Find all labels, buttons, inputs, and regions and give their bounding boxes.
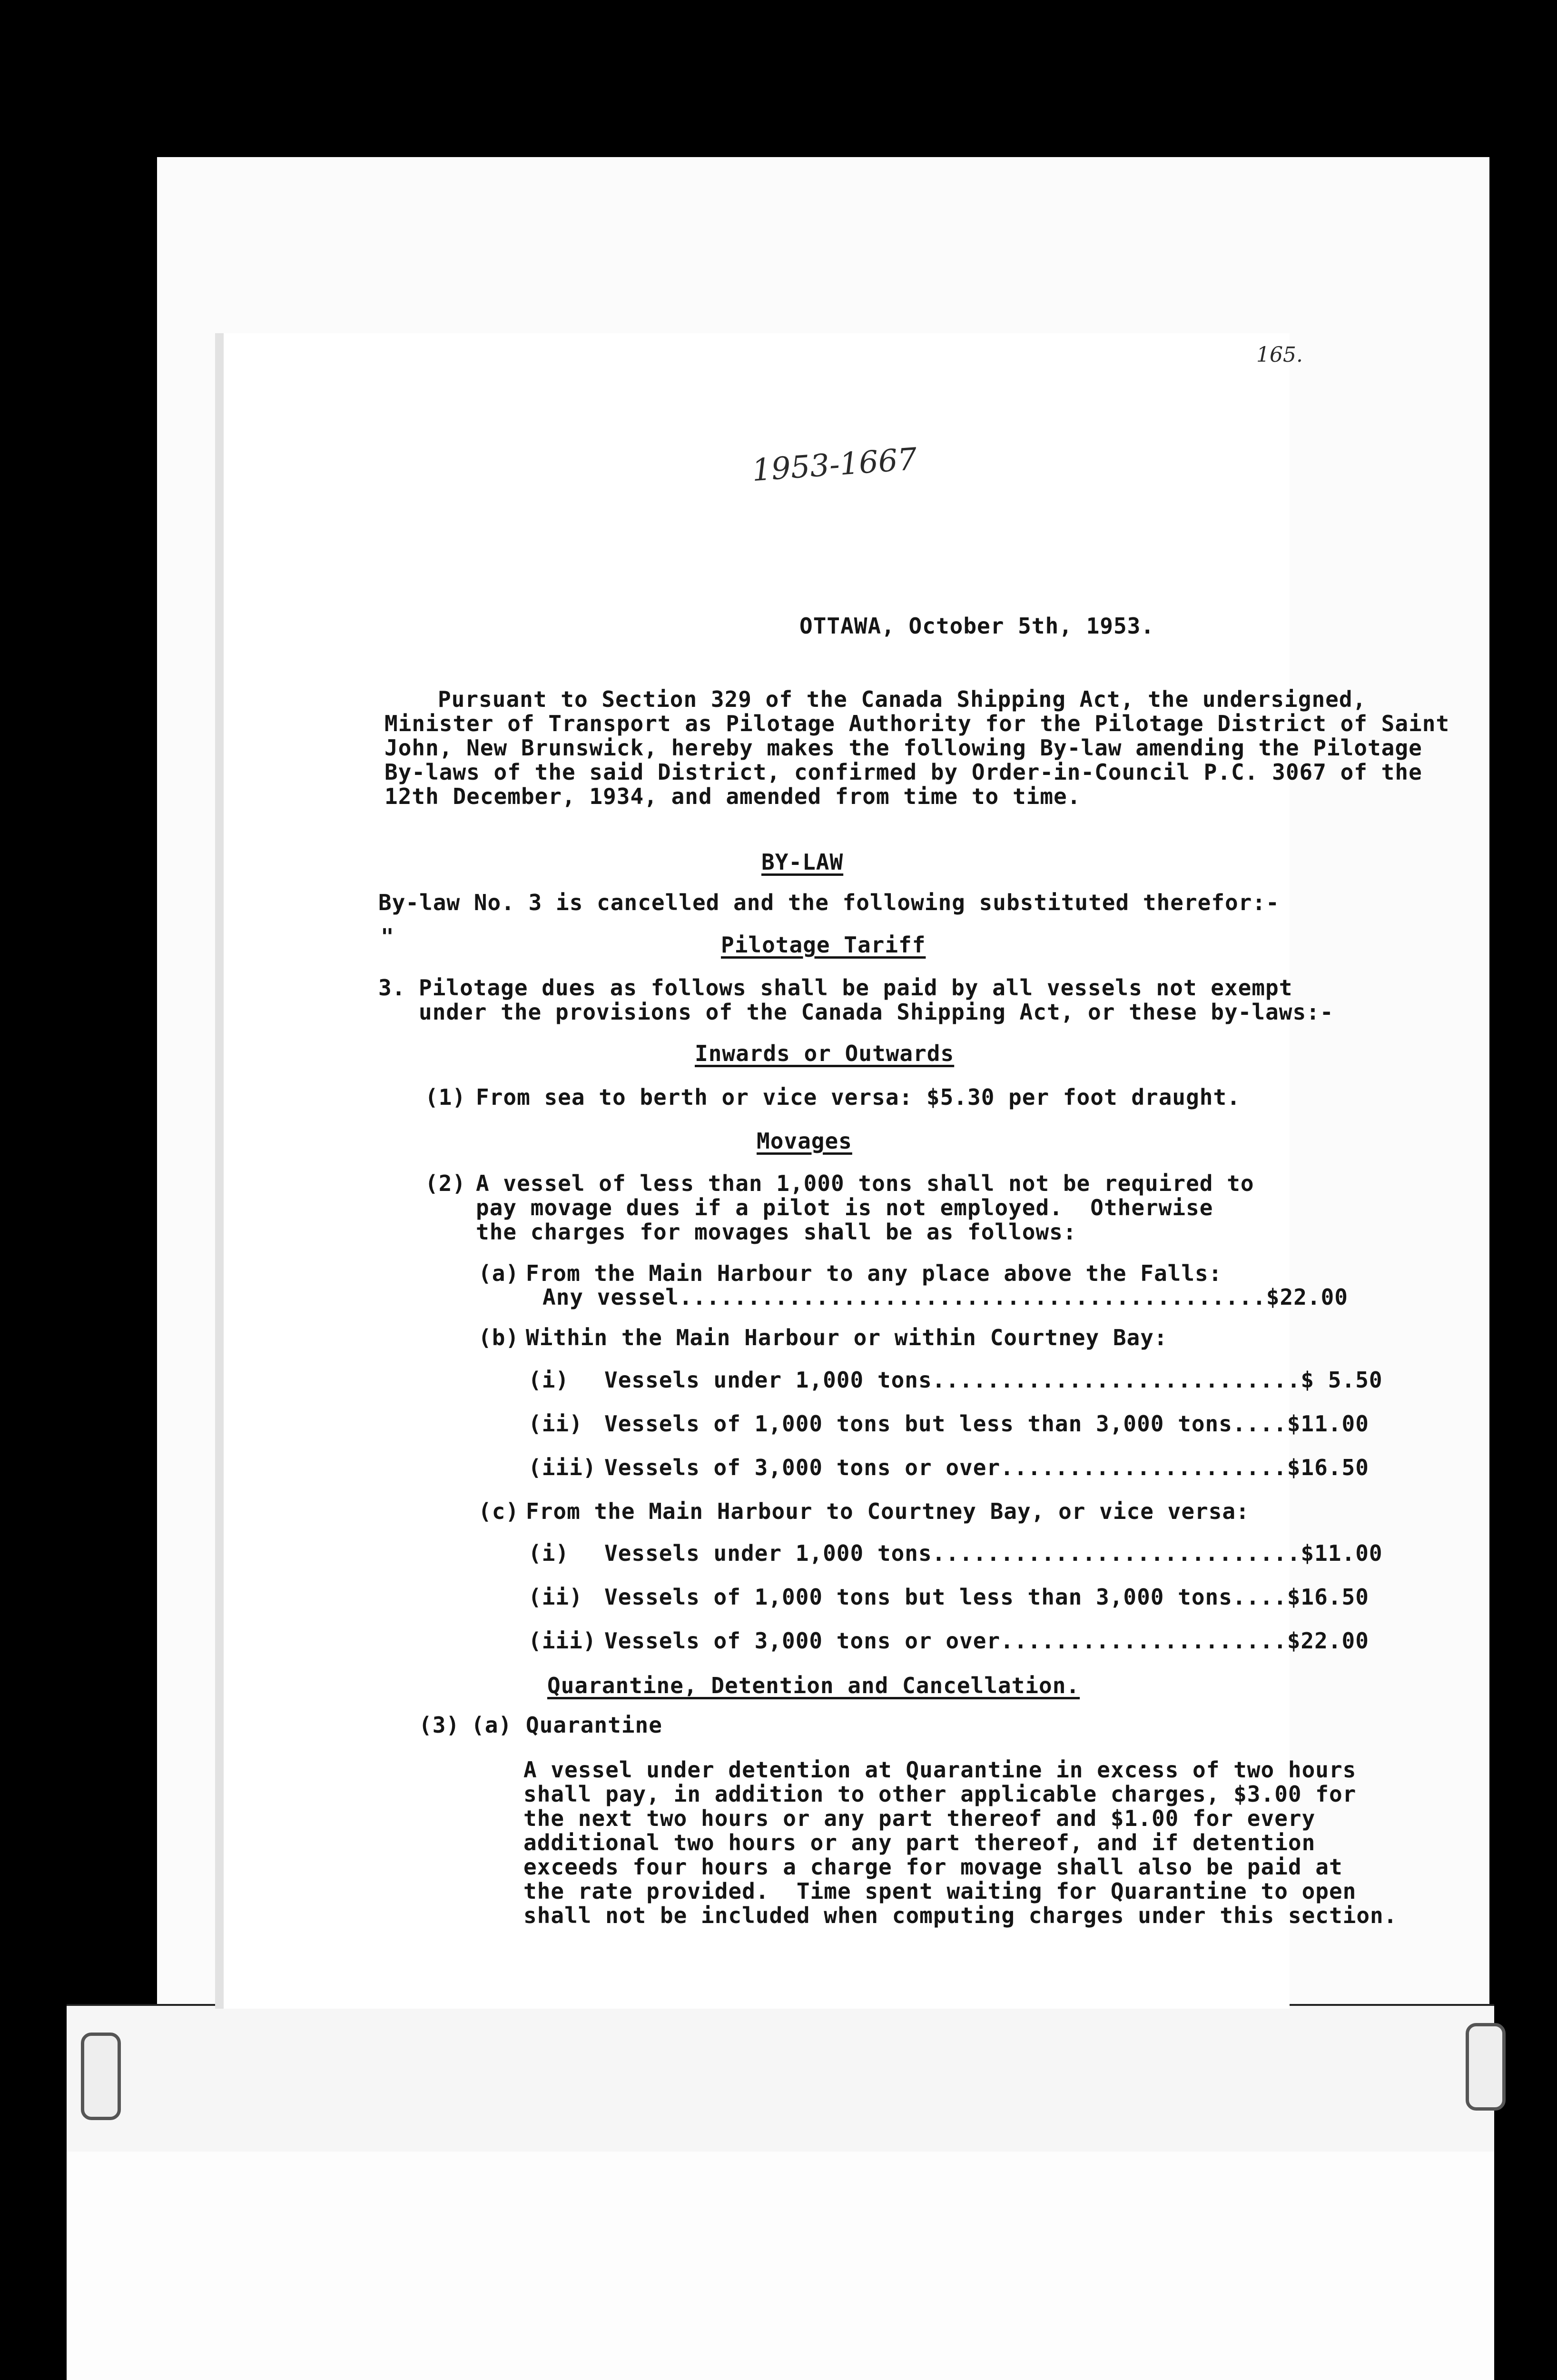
- dateline: OTTAWA, October 5th, 1953.: [799, 613, 1155, 639]
- item-3-number: (3): [419, 1712, 460, 1738]
- item-b-iii-number: (iii): [528, 1455, 597, 1480]
- item-b-i-text: Vessels under 1,000 tons...........................$ 5.50: [604, 1367, 1383, 1393]
- item-3a-number: (a): [471, 1712, 512, 1738]
- item-c-number: (c): [478, 1498, 520, 1524]
- item-c-ii-text: Vessels of 1,000 tons but less than 3,000 tons....$16.50: [604, 1584, 1369, 1610]
- quarantine-line-7: shall not be included when computing charges under this section.: [523, 1903, 1398, 1928]
- file-reference-handwritten: 1953-1667: [750, 441, 918, 489]
- item-a-line-1: From the Main Harbour to any place above the Falls:: [526, 1260, 1222, 1286]
- item-2-line-2: pay movage dues if a pilot is not employed. Otherwise: [476, 1195, 1213, 1220]
- preamble-line-5: 12th December, 1934, and amended from time to time.: [384, 783, 1081, 809]
- preamble-line-4: By-laws of the said District, confirmed by Order-in-Council P.C. 3067 of the: [384, 759, 1422, 785]
- item-a-line-2: Any vessel...........................................$22.00: [542, 1284, 1348, 1310]
- preamble-line-2: Minister of Transport as Pilotage Authority for the Pilotage District of Saint: [384, 711, 1450, 736]
- bottom-sheet: [67, 2152, 1494, 2380]
- item-c-iii-number: (iii): [528, 1628, 597, 1654]
- quarantine-line-5: exceeds four hours a charge for movage shall also be paid at: [523, 1854, 1343, 1880]
- item-c-ii-number: (ii): [528, 1584, 583, 1610]
- quote-mark: ": [381, 924, 394, 950]
- movages-heading: Movages: [757, 1128, 852, 1154]
- binder-clip-left: [81, 2033, 121, 2120]
- quarantine-heading: Quarantine, Detention and Cancellation.: [547, 1673, 1080, 1698]
- item-1-text: From sea to berth or vice versa: $5.30 per foot draught.: [476, 1084, 1241, 1110]
- item-b-i-number: (i): [528, 1367, 570, 1393]
- item-c-iii-text: Vessels of 3,000 tons or over.....................$22.00: [604, 1628, 1369, 1654]
- item-a-number: (a): [478, 1260, 520, 1286]
- item-2-number: (2): [425, 1170, 466, 1196]
- item-b-iii-text: Vessels of 3,000 tons or over.....................$16.50: [604, 1455, 1369, 1480]
- inwards-heading: Inwards or Outwards: [695, 1041, 955, 1066]
- item-b-ii-text: Vessels of 1,000 tons but less than 3,000 tons....$11.00: [604, 1411, 1369, 1437]
- section-3-line-1: Pilotage dues as follows shall be paid by all vessels not exempt: [419, 975, 1293, 1001]
- quarantine-line-2: shall pay, in addition to other applicable charges, $3.00 for: [523, 1781, 1357, 1807]
- item-c-text: From the Main Harbour to Courtney Bay, or vice versa:: [526, 1498, 1250, 1524]
- preamble-line-3: John, New Brunswick, hereby makes the following By-law amending the Pilotage: [384, 735, 1422, 761]
- backing-strip: [67, 2004, 1494, 2156]
- quarantine-line-3: the next two hours or any part thereof and $1.00 for every: [523, 1805, 1316, 1831]
- quarantine-title: Quarantine: [526, 1712, 662, 1738]
- item-1-number: (1): [425, 1084, 466, 1110]
- item-c-i-text: Vessels under 1,000 tons...........................$11.00: [604, 1540, 1383, 1566]
- tariff-heading: Pilotage Tariff: [721, 932, 926, 958]
- item-2-line-3: the charges for movages shall be as follows:: [476, 1219, 1077, 1245]
- quarantine-line-4: additional two hours or any part thereof, and if detention: [523, 1830, 1316, 1855]
- item-b-number: (b): [478, 1325, 520, 1350]
- item-b-ii-number: (ii): [528, 1411, 583, 1437]
- binder-clip-right: [1466, 2023, 1506, 2111]
- preamble-line-1: Pursuant to Section 329 of the Canada Shipping Act, the undersigned,: [438, 686, 1367, 712]
- page-number-handwritten: 165.: [1256, 343, 1303, 367]
- item-2-line-1: A vessel of less than 1,000 tons shall not be required to: [476, 1170, 1254, 1196]
- bylaw-heading: BY-LAW: [761, 849, 844, 875]
- quarantine-line-1: A vessel under detention at Quarantine in excess of two hours: [523, 1757, 1357, 1783]
- quarantine-line-6: the rate provided. Time spent waiting for Quarantine to open: [523, 1878, 1357, 1904]
- item-c-i-number: (i): [528, 1540, 570, 1566]
- cancel-line: By-law No. 3 is cancelled and the following substituted therefor:-: [378, 890, 1280, 915]
- section-3-number: 3.: [378, 975, 406, 1001]
- section-3-line-2: under the provisions of the Canada Shipping Act, or these by-laws:-: [419, 999, 1334, 1025]
- item-b-text: Within the Main Harbour or within Courtney Bay:: [526, 1325, 1168, 1350]
